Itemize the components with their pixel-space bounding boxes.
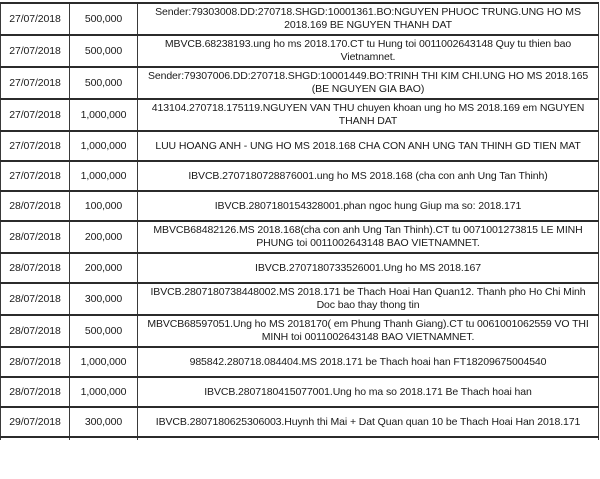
description-cell: Sender:79303008.DD:270718.SHGD:10001361.BO:NGUYEN PHUOC TRUNG.UNG HO MS 2018.169 BE NGUYEN THANH DAT bbox=[138, 3, 599, 35]
date-cell: 27/07/2018 bbox=[1, 161, 70, 191]
amount-cell: 200,000 bbox=[70, 221, 138, 253]
date-cell: 28/07/2018 bbox=[1, 253, 70, 283]
amount-cell: 1,000,000 bbox=[70, 99, 138, 131]
date-cell: 27/07/2018 bbox=[1, 3, 70, 35]
amount-cell: 1,000,000 bbox=[70, 161, 138, 191]
amount-cell: 1,000,000 bbox=[70, 131, 138, 161]
description-cell: IBVCB.2807180154328001.phan ngoc hung Giup ma so: 2018.171 bbox=[138, 191, 599, 221]
amount-cell: 1,000,000 bbox=[70, 347, 138, 377]
table-row bbox=[1, 407, 599, 437]
description-cell: Sender:79307006.DD:270718.SHGD:10001449.BO:TRINH THI KIM CHI.UNG HO MS 2018.165 (BE NGUYEN GIA BAO) bbox=[138, 67, 599, 99]
description-cell: MBVCB.68238193.ung ho ms 2018.170.CT tu Hung toi 0011002643148 Quy tu thien bao Vietnamnet. bbox=[138, 35, 599, 67]
table-row bbox=[1, 67, 599, 99]
empty-cell bbox=[70, 437, 138, 440]
description-cell: MBVCB68597051.Ung ho MS 2018170( em Phung Thanh Giang).CT tu 0061001062559 VO THI MINH toi 0011002643148 BAO VIETNAMNET. bbox=[138, 315, 599, 347]
description-cell: IBVCB.2807180625306003.Huynh thi Mai + Dat Quan quan 10 be Thach Hoai Han 2018.171 bbox=[138, 407, 599, 437]
table-row bbox=[1, 131, 599, 161]
date-cell: 27/07/2018 bbox=[1, 67, 70, 99]
table-row bbox=[1, 315, 599, 347]
table-row bbox=[1, 377, 599, 407]
amount-cell: 100,000 bbox=[70, 191, 138, 221]
table-row bbox=[1, 35, 599, 67]
date-cell: 29/07/2018 bbox=[1, 407, 70, 437]
amount-cell: 300,000 bbox=[70, 283, 138, 315]
table-row bbox=[1, 191, 599, 221]
table-row bbox=[1, 161, 599, 191]
description-cell: MBVCB68482126.MS 2018.168(cha con anh Ung Tan Thinh).CT tu 0071001273815 LE MINH PHUNG toi 0011002643148 BAO VIETNAMNET. bbox=[138, 221, 599, 253]
date-cell: 27/07/2018 bbox=[1, 99, 70, 131]
amount-cell: 500,000 bbox=[70, 35, 138, 67]
amount-cell: 500,000 bbox=[70, 315, 138, 347]
table-row bbox=[1, 253, 599, 283]
amount-cell: 300,000 bbox=[70, 407, 138, 437]
date-cell: 28/07/2018 bbox=[1, 283, 70, 315]
date-cell: 28/07/2018 bbox=[1, 377, 70, 407]
date-cell: 28/07/2018 bbox=[1, 347, 70, 377]
amount-cell: 500,000 bbox=[70, 3, 138, 35]
description-cell: 985842.280718.084404.MS 2018.171 be Thach hoai han FT18209675004540 bbox=[138, 347, 599, 377]
description-cell: IBVCB.2707180733526001.Ung ho MS 2018.167 bbox=[138, 253, 599, 283]
empty-cell bbox=[138, 437, 599, 440]
donation-table bbox=[0, 2, 599, 440]
amount-cell: 1,000,000 bbox=[70, 377, 138, 407]
amount-cell: 200,000 bbox=[70, 253, 138, 283]
date-cell: 28/07/2018 bbox=[1, 221, 70, 253]
empty-cell bbox=[1, 437, 70, 440]
donation-table-body bbox=[1, 3, 599, 440]
date-cell: 27/07/2018 bbox=[1, 131, 70, 161]
description-cell: 413104.270718.175119.NGUYEN VAN THU chuyen khoan ung ho MS 2018.169 em NGUYEN THANH DAT bbox=[138, 99, 599, 131]
description-cell: IBVCB.2807180738448002.MS 2018.171 be Thach Hoai Han Quan12. Thanh pho Ho Chi Minh Doc bao thay thong tin bbox=[138, 283, 599, 315]
table-row bbox=[1, 3, 599, 35]
table-row-partial bbox=[1, 437, 599, 440]
date-cell: 28/07/2018 bbox=[1, 315, 70, 347]
date-cell: 28/07/2018 bbox=[1, 191, 70, 221]
table-row bbox=[1, 221, 599, 253]
description-cell: IBVCB.2707180728876001.ung ho MS 2018.168 (cha con anh Ung Tan Thinh) bbox=[138, 161, 599, 191]
date-cell: 27/07/2018 bbox=[1, 35, 70, 67]
table-row bbox=[1, 283, 599, 315]
description-cell: LUU HOANG ANH - UNG HO MS 2018.168 CHA CON ANH UNG TAN THINH GD TIEN MAT bbox=[138, 131, 599, 161]
description-cell: IBVCB.2807180415077001.Ung ho ma so 2018.171 Be Thach hoai han bbox=[138, 377, 599, 407]
table-row bbox=[1, 347, 599, 377]
table-row bbox=[1, 99, 599, 131]
amount-cell: 500,000 bbox=[70, 67, 138, 99]
